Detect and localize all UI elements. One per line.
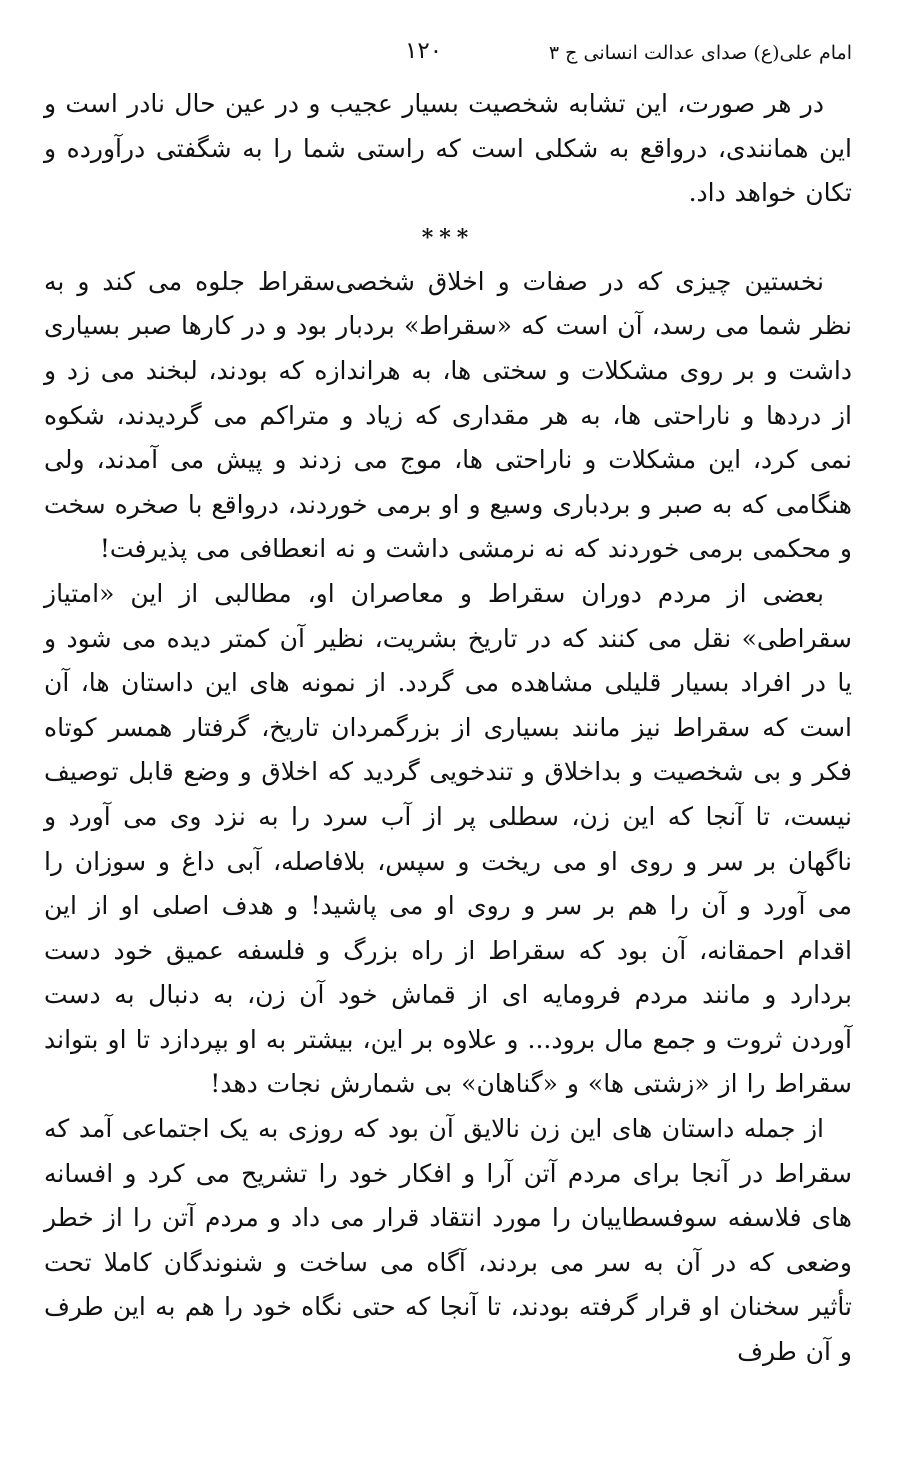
paragraph-2: نخستین چیزی که در صفات و اخلاق شخصی‌سقراط جلوه می کند و به نظر شما می رسد، آن است که «سقراط» بردبار بود و در کارها صبر بسیاری داشت و بر روی مشکلات و سختی ها، به هراندازه که بودند، لبخند می زد و از دردها و ناراحتی ها، به هر مقداری که زیاد و متراکم می گردیدند، شکوه نمی کرد، این مشکلات و ناراحتی ها، موج می زدند و پیش می آمدند، ولی هنگامی که به صبر و بردباری وسیع و او برمی خوردند، درواقع با صخره سخت و محکمی برمی خوردند که نه نرمشی داشت و نه انعطافی می پذیرفت! xyxy=(44,266,852,564)
paragraph-3: بعضی از مردم دوران سقراط و معاصران او، مطالبی از این «امتیاز سقراطی» نقل می کنند که در تاریخ بشریت، نظیر آن کمتر دیده می شود و یا در افراد بسیار قلیلی مشاهده می گردد. از نمونه های این داستان ها، آن است که سقراط نیز مانند بسیاری از بزرگمردان تاریخ، گرفتار همسر کوتاه فکر و بی شخصیت و بداخلاق و تندخویی گردید که اخلاق و وضع قابل توصیف نیست، تا آنجا که این زن، سطلی پر از آب سرد را به نزد وی می آورد و ناگهان بر سر و روی او می ریخت و سپس، بلافاصله، آبی داغ و سوزان را می آورد و آن را هم بر سر و روی او می پاشید! و هدف اصلی او از این اقدام احمقانه، آن بود که سقراط از راه بزرگ و فلسفه عمیق خود دست بردارد و مانند مردم فرومایه ای از قماش خود آن زن، به دنبال به دست آوردن ثروت و جمع مال برود... و علاوه بر این، بیشتر به او بپردازد تا او بتواند سقراط را از «زشتی ها» و «گناهان» بی شمارش نجات دهد! xyxy=(44,578,852,1099)
page-header xyxy=(40,38,852,74)
page-number: ۱۲۰ xyxy=(405,38,443,64)
running-title: امام علی(ع) صدای عدالت انسانی ج ۳ xyxy=(548,42,852,64)
page-body xyxy=(44,82,852,1375)
paragraph-1: در هر صورت، این تشابه شخصیت بسیار عجیب و در عین حال نادر است و این همانندی، درواقع به شکلی است که راستی شما را به شگفتی درآورده و تکان خواهد داد. xyxy=(44,89,852,208)
section-divider: *** xyxy=(421,224,475,251)
paragraph-4: از جمله داستان های این زن نالایق آن بود که روزی به یک اجتماعی آمد که سقراط در آنجا برای مردم آتن آرا و افکار خود را تشریح می کرد و افسانه های فلاسفه سوفسطاییان را مورد انتقاد قرار می داد و مردم آتن را از خطر وضعی که در آن به سر می بردند، آگاه می ساخت و شنوندگان کاملا تحت تأثیر سخنان او قرار گرفته بودند، تا آنجا که حتی نگاه خود را هم به این طرف و آن طرف xyxy=(44,1114,852,1367)
